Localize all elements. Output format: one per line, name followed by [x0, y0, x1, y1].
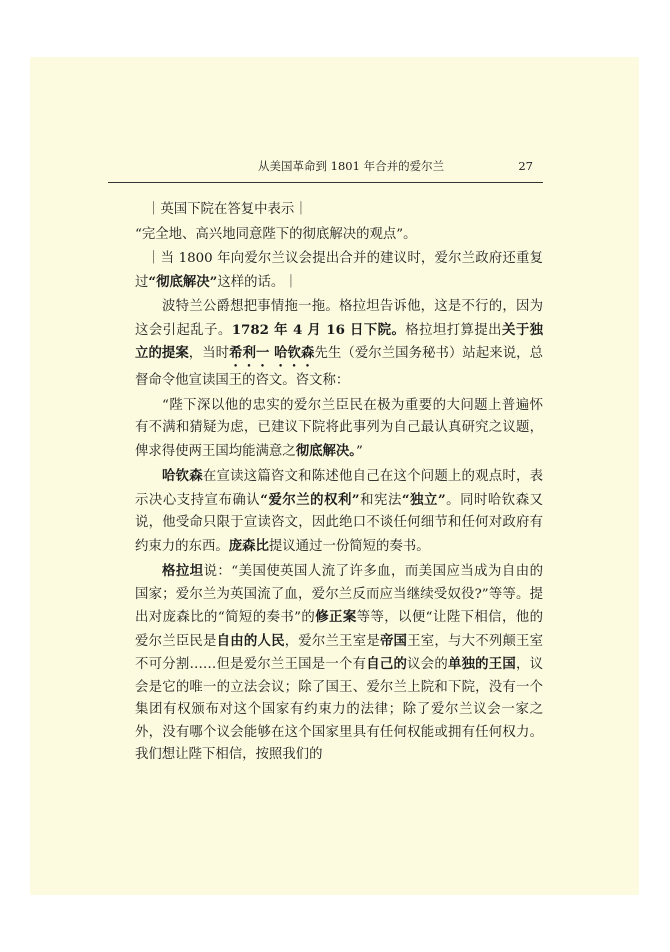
- header-rule: [108, 182, 543, 183]
- paragraph: 格拉坦说：“美国使英国人流了许多血，而美国应当成为自由的国家；爱尔兰为英国流了血，爱尔兰反而应当继续受奴役?”等等。提出对庞森比的“简短的奏书”的修正案等等，以便“让陛下相信，他的爱尔兰臣民是自由的人民，爱尔兰王室是帝国王室，与大不列颠王室不可分割……但是爱尔兰王国是一个有自己的议会的单独的王国，议会是它的唯一的立法会议；除了国王、爱尔兰上院和下院，没有一个集团有权颁布对这个国家有约束力的法律；除了爱尔兰议会一家之外，没有哪个议会能够在这个国家里具有任何权能或拥有任何权力。我们想让陛下相信，按照我们的: [135, 563, 544, 762]
- bold-text: 格拉坦: [162, 563, 204, 579]
- bold-text: 庞森比: [228, 537, 269, 554]
- header-title: 从美国革命到 1801 年合并的爱尔兰: [258, 159, 445, 173]
- paragraph: 哈钦森在宣读这篇咨文和陈述他自己在这个问题上的观点时，表示决心支持宣布确认“爱尔兰的权利”和宪法“独立”。同时哈钦森又说，他受命只限于宣读咨文，因此绝口不谈任何细节和任何对政府有约束力的东西。庞森比提议通过一份简短的奏书。: [135, 468, 544, 554]
- page-number: 27: [518, 159, 533, 173]
- bold-text: 自己的: [366, 656, 408, 672]
- bold-text: “爱尔兰的权利”: [260, 491, 360, 508]
- bold-text: 帝国: [379, 632, 408, 649]
- paragraph: “完全地、高兴地同意陛下的彻底解决的观点”。: [135, 226, 417, 242]
- paragraph: 波特兰公爵想把事情拖一拖。格拉坦告诉他，这是不行的，因为这会引起乱子。1782 年 4 月 16 日下院。格拉坦打算提出关于独立的提案，当时希利一 哈钦森先生（爱尔兰国务秘书）站起来说，总督命令他宣读国王的咨文。咨文称：: [135, 299, 544, 388]
- bold-text: 自由的人民: [216, 632, 285, 649]
- page-body: [135, 199, 543, 769]
- paragraph: ｜当 1800 年向爱尔兰议会提出合并的建议时，爱尔兰政府还重复过“彻底解决”这样的话。｜: [135, 251, 543, 290]
- bold-text: “独立”: [401, 491, 446, 508]
- paragraph: ｜英国下院在答复中表示｜: [147, 202, 308, 217]
- bold-text: 单独的王国: [447, 656, 517, 672]
- paragraph: “陛下深以他的忠实的爱尔兰臣民在极为重要的大问题上普遍怀有不满和猜疑为虑，已建议下院将此事列为自己最认真研究之议题，俾求得使两王国均能满意之彻底解决。”: [135, 397, 543, 459]
- bold-text: “彻底解决”: [148, 273, 218, 290]
- emphasis-name: 希利一 哈钦森: [229, 345, 315, 361]
- bold-text: 彻底解决。: [295, 442, 356, 459]
- bold-text: 修正案: [315, 609, 357, 625]
- bold-text: 哈钦森: [162, 468, 203, 484]
- bold-text: 关于独立的提案: [135, 321, 544, 361]
- bold-text: 1782 年 4 月 16 日下院。: [231, 321, 406, 338]
